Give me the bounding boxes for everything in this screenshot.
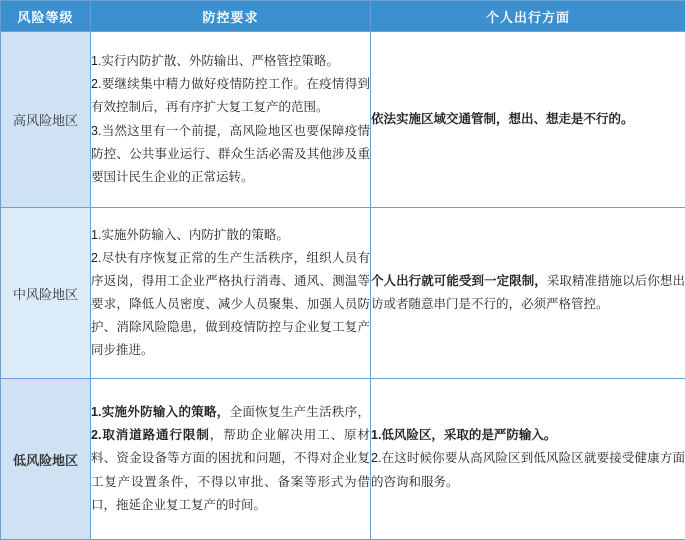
travel-text: 依法实施区域交通管制，想出、想走是不行的。 <box>371 112 634 126</box>
table-row <box>1 32 685 208</box>
requirement-text: 3.当然这里有一个前提，高风险地区也要保障疫情防控、公共事业运行、群众生活必需及其他涉及重要国计民生企业的正常运转。 <box>91 124 370 184</box>
requirement-text: ，帮助企业解决用工、原材料、资金设备等方面的困扰和问题，不得对企业复工复产设置条件，不得以审批、备案等形式为借口，拖延企业复工复产的时间。 <box>91 428 370 511</box>
travel-text: 2.在这时候你要从高风险区到低风险区就要接受健康方面的咨询和服务。 <box>371 451 685 488</box>
table-header-row <box>1 1 685 32</box>
requirement-text: 全面恢复生产生活秩序， <box>230 405 370 419</box>
risk-level-low: 低风险地区 <box>1 379 91 540</box>
personal-travel-medium <box>371 208 685 379</box>
requirement-text: 1.实行内防扩散、外防输出、严格管控策略。 <box>91 54 339 68</box>
requirement-text-bold: 2.取消道路通行限制 <box>91 428 210 442</box>
control-requirements-high <box>91 32 371 208</box>
table-row <box>1 379 685 540</box>
column-header-personal-travel: 个人出行方面 <box>371 1 685 32</box>
risk-level-medium: 中风险地区 <box>1 208 91 379</box>
requirement-text-bold: 1.实施外防输入的策略， <box>91 405 230 419</box>
travel-text-bold: 1.低风险区，采取的是严防输入。 <box>371 428 556 442</box>
requirement-text: 2.要继续集中精力做好疫情防控工作。在疫情得到有效控制后，再有序扩大复工复产的范围。 <box>91 77 370 114</box>
travel-text: 采取精准措施以后你想出访或者随意串门是不行的，必须严格管控。 <box>371 274 685 311</box>
column-header-risk-level: 风险等级 <box>1 1 91 32</box>
requirement-text: 1.实施外防输入、内防扩散的策略。 <box>91 228 289 242</box>
requirement-text: 2.尽快有序恢复正常的生产生活秩序，组织人员有序返岗，得用工企业严格执行消毒、通风、测温等要求，降低人员密度、减少人员聚集、加强人员防护、消除风险隐患，做到疫情防控与企业复工复产同步推进。 <box>91 251 370 358</box>
risk-level-high: 高风险地区 <box>1 32 91 208</box>
column-header-control-requirements: 防控要求 <box>91 1 371 32</box>
control-requirements-medium <box>91 208 371 379</box>
personal-travel-low <box>371 379 685 540</box>
personal-travel-high <box>371 32 685 208</box>
control-requirements-low <box>91 379 371 540</box>
table-row <box>1 208 685 379</box>
travel-text-bold: 个人出行就可能受到一定限制， <box>371 274 547 288</box>
